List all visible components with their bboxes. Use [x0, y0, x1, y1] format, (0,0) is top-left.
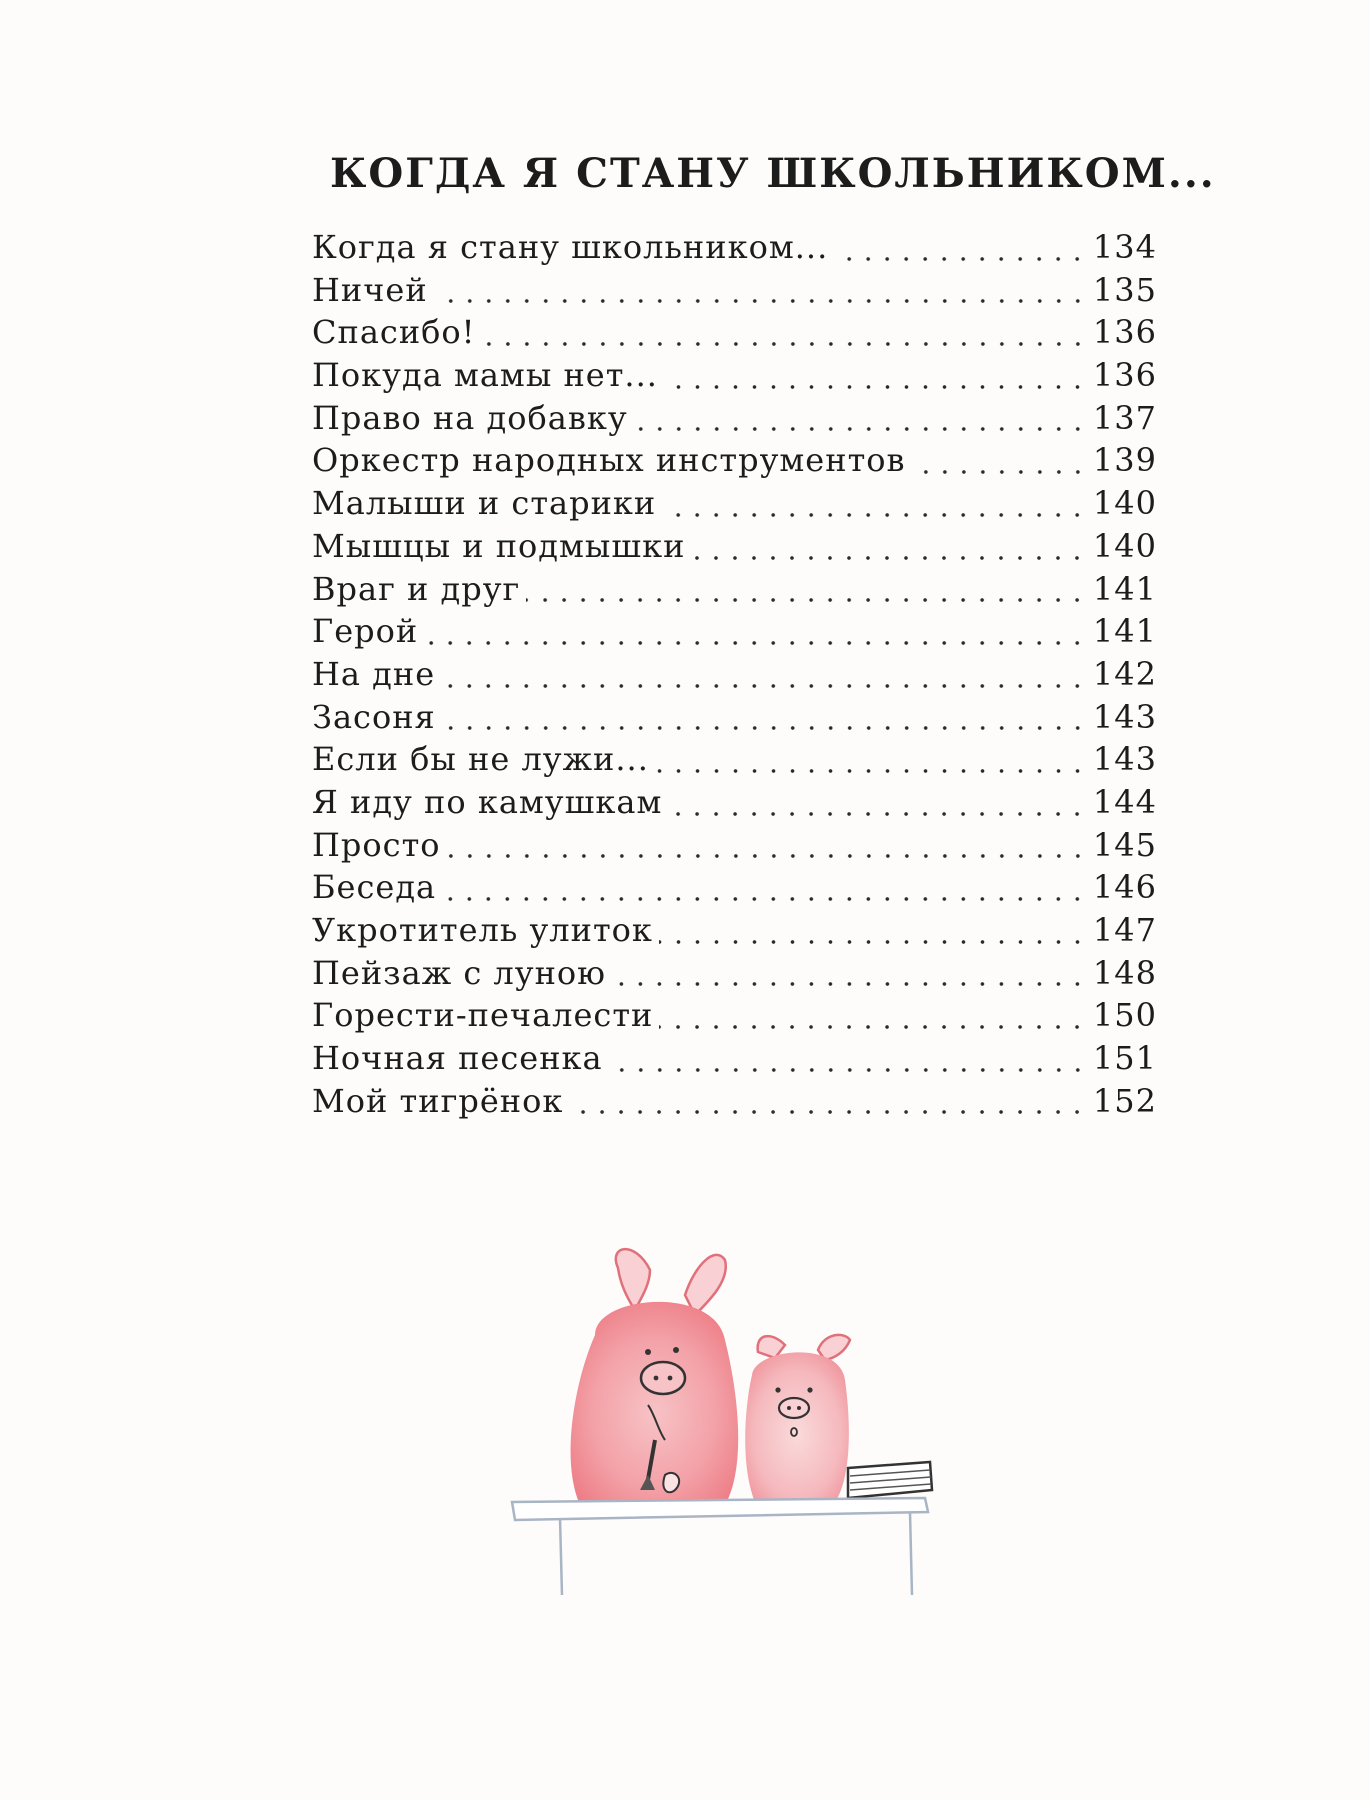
toc-entry: [312, 441, 1157, 484]
toc-entry-title: Я иду по камушкам: [312, 782, 663, 821]
toc-entry-page: 144: [1092, 782, 1157, 821]
dot-leader: [434, 297, 1087, 305]
big-pig-eye-right: [673, 1347, 679, 1353]
dot-leader: [424, 639, 1087, 647]
toc-entry-page: 139: [1092, 441, 1157, 480]
table-of-contents: [312, 228, 1157, 1124]
toc-entry: [312, 313, 1157, 356]
small-pig-eye-left: [775, 1387, 780, 1392]
toc-entry-title: Мой тигрёнок: [312, 1081, 564, 1120]
toc-entry: [312, 1082, 1157, 1125]
dot-leader: [526, 596, 1087, 604]
toc-entry: [312, 271, 1157, 314]
small-pig-eye-right: [807, 1387, 812, 1392]
toc-entry-title: Укротитель улиток: [312, 911, 653, 949]
toc-entry-title: Мышцы и подмышки: [312, 526, 686, 565]
book-icon: [848, 1462, 932, 1498]
toc-entry-title: Покуда мамы нет...: [312, 356, 658, 395]
toc-entry-page: 136: [1092, 356, 1157, 395]
toc-entry-page: 148: [1092, 953, 1157, 992]
toc-entry: [312, 356, 1157, 399]
dot-leader: [447, 852, 1087, 860]
toc-entry: [312, 868, 1157, 911]
dot-leader: [659, 938, 1087, 946]
toc-entry-page: 151: [1092, 1039, 1157, 1078]
toc-entry: [312, 783, 1157, 826]
toc-entry-title: Просто: [312, 825, 441, 864]
toc-entry-title: Горести-печалести: [312, 996, 654, 1035]
dot-leader: [662, 511, 1087, 519]
desk: [512, 1498, 928, 1595]
dot-leader: [482, 340, 1087, 348]
toc-entry-title: Когда я стану школьником...: [312, 228, 829, 266]
dot-leader: [668, 810, 1087, 818]
dot-leader: [569, 1108, 1087, 1116]
two-pigs-at-desk-illustration: [500, 1240, 980, 1610]
small-pig-snout: [779, 1398, 809, 1418]
toc-entry-title: Беседа: [312, 868, 437, 907]
dot-leader: [442, 724, 1087, 732]
toc-entry: [312, 484, 1157, 527]
toc-entry-page: 142: [1092, 654, 1157, 693]
dot-leader: [609, 1066, 1087, 1074]
toc-entry: [312, 996, 1157, 1039]
toc-entry-page: 143: [1092, 740, 1157, 779]
big-pig-eye-left: [645, 1349, 651, 1355]
toc-entry-page: 134: [1092, 228, 1157, 266]
toc-entry-page: 135: [1092, 270, 1157, 309]
toc-entry-title: Оркестр народных инструментов: [312, 441, 906, 480]
toc-entry: [312, 399, 1157, 442]
toc-entry-page: 143: [1092, 697, 1157, 736]
dot-leader: [442, 895, 1087, 903]
toc-entry: [312, 570, 1157, 613]
toc-entry-title: Засоня: [312, 697, 436, 736]
toc-entry-page: 137: [1092, 398, 1157, 437]
big-pig-snout: [641, 1362, 685, 1394]
section-title: КОГДА Я СТАНУ ШКОЛЬНИКОМ...: [330, 150, 1216, 197]
toc-entry-page: 140: [1092, 526, 1157, 565]
dot-leader: [912, 468, 1087, 476]
toc-entry-title: Ничей: [312, 270, 428, 309]
toc-entry-page: 140: [1092, 484, 1157, 523]
dot-leader: [834, 255, 1087, 263]
toc-entry-page: 141: [1092, 569, 1157, 608]
dot-leader: [664, 383, 1087, 391]
toc-entry: [312, 612, 1157, 655]
toc-entry: [312, 740, 1157, 783]
toc-entry-page: 150: [1092, 996, 1157, 1035]
dot-leader: [655, 767, 1087, 775]
toc-entry-title: Враг и друг: [312, 569, 521, 608]
toc-entry: [312, 527, 1157, 570]
toc-entry: [312, 698, 1157, 741]
toc-entry-page: 152: [1092, 1081, 1157, 1120]
toc-entry: [312, 655, 1157, 698]
small-pig-body: [745, 1352, 849, 1502]
toc-entry-title: Герой: [312, 612, 419, 651]
dot-leader: [634, 425, 1087, 433]
dot-leader: [691, 554, 1086, 562]
dot-leader: [441, 682, 1087, 690]
toc-entry-title: Малыши и старики: [312, 484, 657, 523]
toc-entry: [312, 954, 1157, 997]
toc-entry: [312, 911, 1157, 954]
toc-entry: [312, 1039, 1157, 1082]
dot-leader: [612, 980, 1087, 988]
dot-leader: [659, 1023, 1087, 1031]
toc-entry-title: Если бы не лужи...: [312, 740, 649, 779]
toc-entry-title: Ночная песенка: [312, 1039, 603, 1078]
big-pig-body: [571, 1302, 739, 1505]
toc-entry-title: Спасибо!: [312, 313, 476, 352]
toc-entry-title: Пейзаж с луною: [312, 953, 607, 992]
toc-entry-page: 145: [1092, 825, 1157, 864]
toc-entry-page: 146: [1092, 868, 1157, 907]
toc-entry-page: 136: [1092, 313, 1157, 352]
toc-entry: [312, 228, 1157, 271]
toc-entry-page: 141: [1092, 612, 1157, 651]
toc-entry-title: Право на добавку: [312, 398, 628, 437]
toc-entry-page: 147: [1092, 911, 1157, 949]
toc-entry: [312, 826, 1157, 869]
toc-entry-title: На дне: [312, 654, 436, 693]
